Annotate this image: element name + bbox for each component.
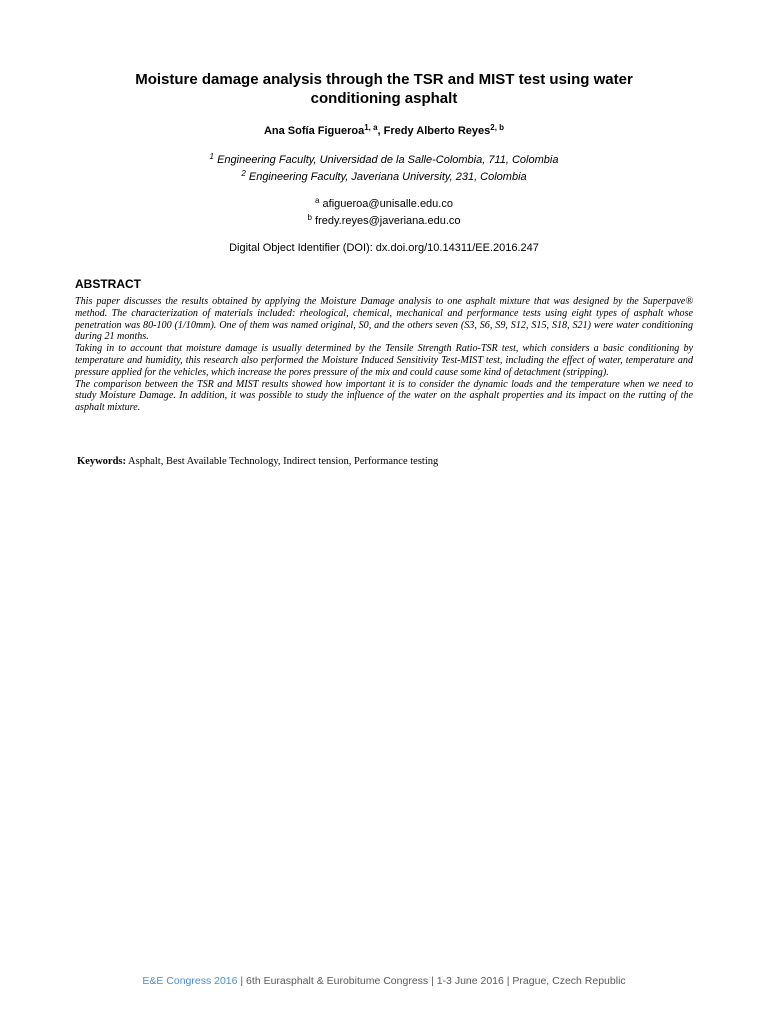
abstract-heading: ABSTRACT [75,277,141,291]
keywords [77,455,695,468]
affiliation [60,152,708,169]
author-name: Fredy Alberto Reyes [383,125,491,137]
affiliations [60,152,708,186]
affiliation-text: Engineering Faculty, Universidad de la Salle-Colombia, 711, Colombia [217,154,559,166]
abstract-paragraph: The comparison between the TSR and MIST results showed how important it is to consider the dynamic loads and the temperature when we need to study Moisture Damage. In addition, it was possible to study the influence of the water on the asphalt properties and its impact on the rutting of the asphalt mixture. [75,378,693,414]
affiliation [60,169,708,186]
abstract-paragraph: This paper discusses the results obtained by applying the Moisture Damage analysis to one asphalt mixture that was designed by the Superpave® method. The characterization of materials included: rheological, chemical, mechanical and performance tests using eight types of asphalt whose penetration was 80-100 (1/10mm). One of them was named original, S0, and the others seven (S3, S6, S9, S12, S15, S18, S21) were water conditioning during 21 months. [75,296,693,343]
email-address: fredy.reyes@javeriana.edu.co [315,215,461,227]
title-line-1: Moisture damage analysis through the TSR and MIST test using water [135,71,633,88]
abstract-body [75,296,693,414]
affiliation-text: Engineering Faculty, Javeriana University, 231, Colombia [248,171,527,183]
affiliation-mark: 2 [241,169,246,178]
affiliation-mark: 1 [209,152,214,161]
abstract-paragraph: Taking in to account that moisture damage is usually determined by the Tensile Strength Ratio-TSR test, which considers a basic conditioning by temperature and humidity, this research also performed the Moisture Induced Sensitivity Test-MIST test, including the effect of water, temperature and pressure applied for the vehicles, which increase the pores pressure of the mix and could cause some kind of detachment (stripping). [75,343,693,378]
email-address: afigueroa@unisalle.edu.co [322,198,453,210]
keywords-text: Asphalt, Best Available Technology, Indirect tension, Performance testing [128,456,439,467]
email-mark: a [315,196,320,205]
doi-line: Digital Object Identifier (DOI): dx.doi.org/10.14311/EE.2016.247 [229,242,539,254]
title-line-2: conditioning asphalt [310,90,458,107]
keywords-label: Keywords: [77,456,126,467]
author-separator: , [377,125,384,137]
email-list [60,196,708,230]
email-mark: b [307,213,312,222]
author-list [60,124,708,138]
paper-title [60,70,708,108]
author-name: Ana Sofía Figueroa [263,125,365,137]
email-entry [60,213,708,230]
email-entry [60,196,708,213]
footer-details: | 6th Eurasphalt & Eurobitume Congress | 1-3 June 2016 | Prague, Czech Republic [237,975,626,987]
footer-congress-name: E&E Congress 2016 [142,975,238,987]
page-footer [0,974,768,988]
author-marks: 1, a [364,123,378,132]
author-marks: 2, b [490,123,505,132]
